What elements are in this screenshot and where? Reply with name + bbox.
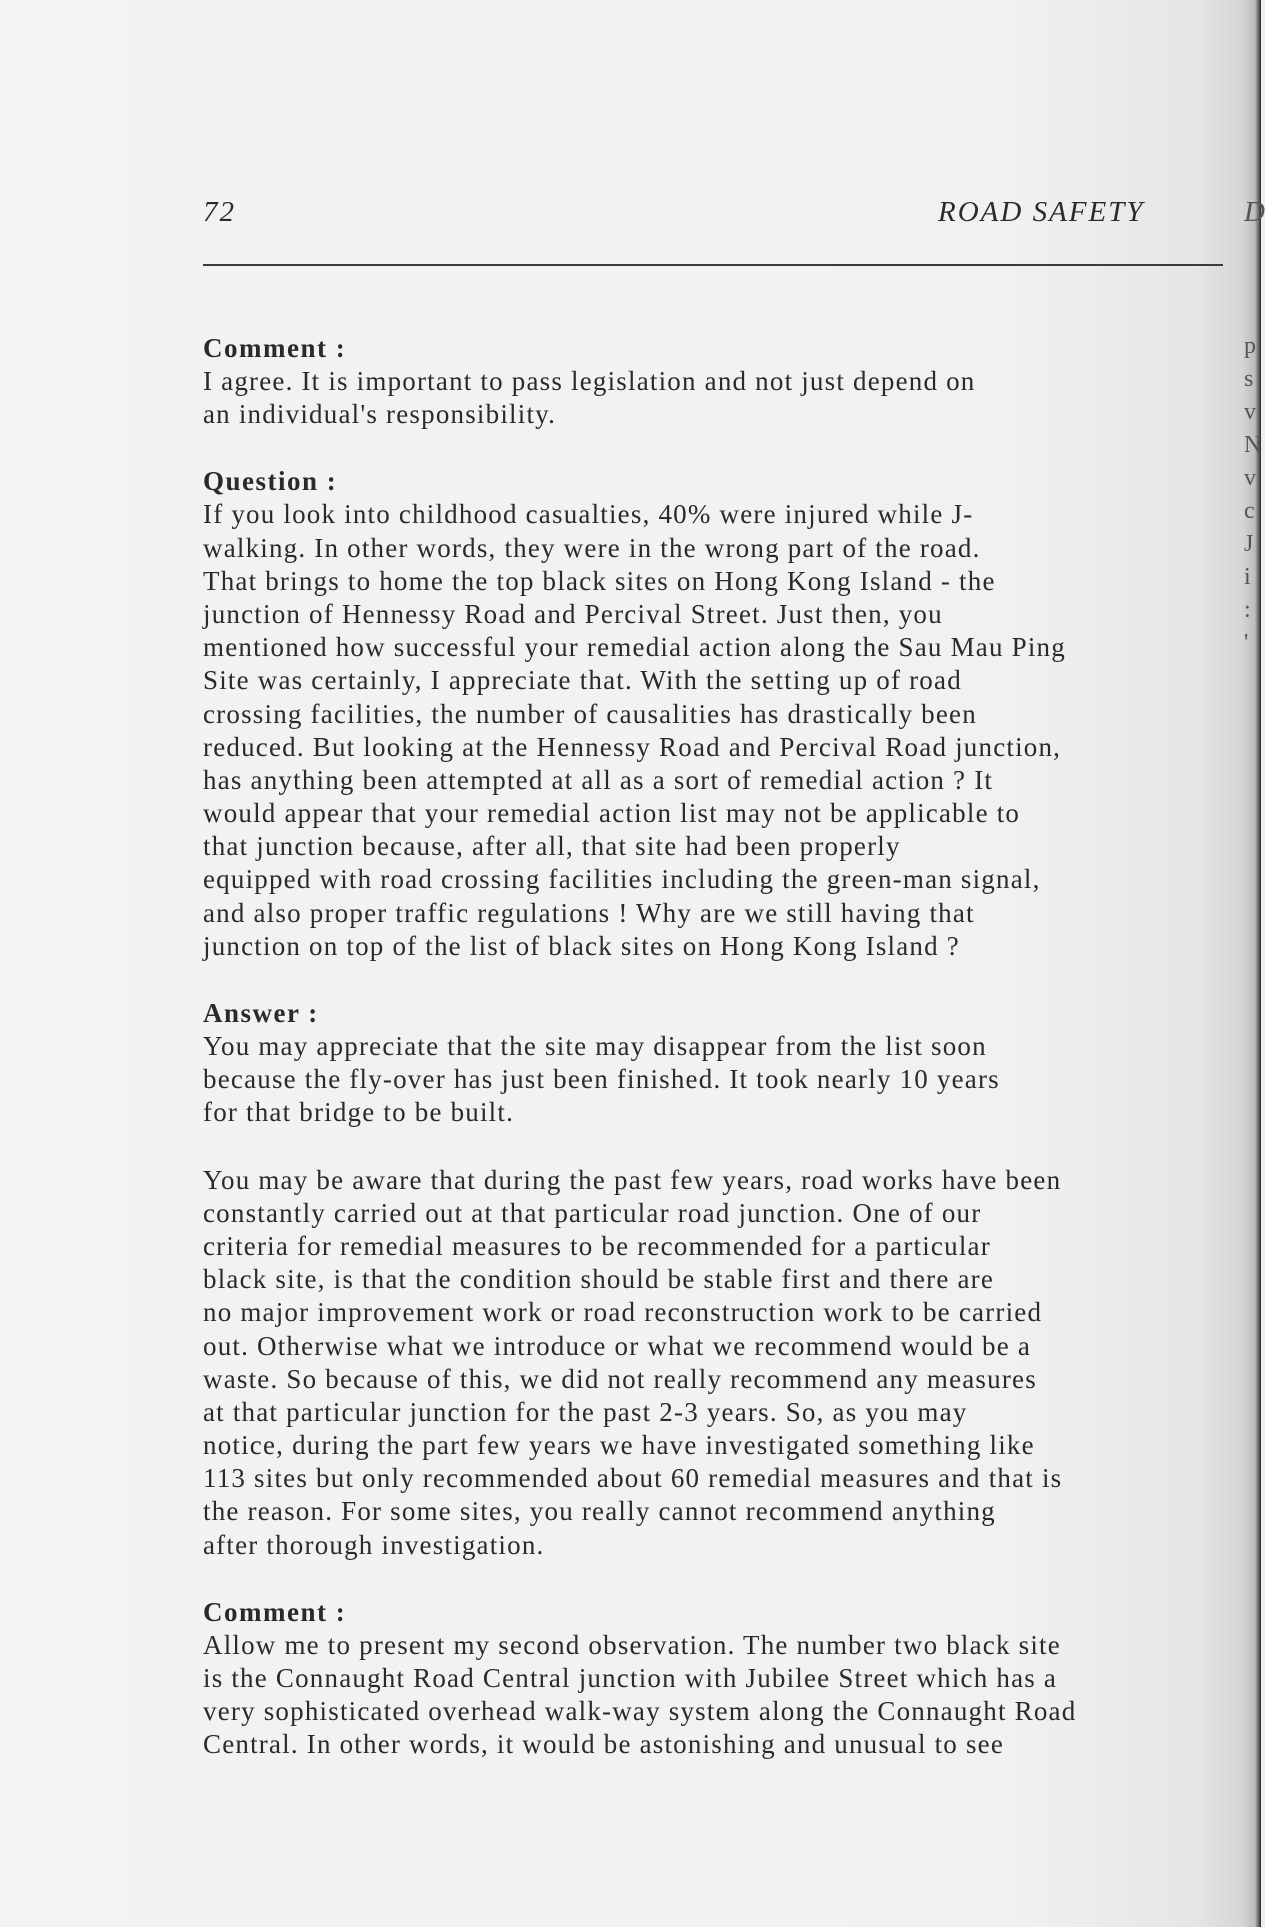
text-line: notice, during the part few years we have investigated something like	[203, 1430, 1035, 1461]
speaker-label: Comment :	[203, 1596, 347, 1627]
text-line: that junction because, after all, that site had been properly	[203, 831, 901, 862]
margin-letter: J	[1244, 531, 1254, 557]
transcript-section	[203, 997, 1253, 1130]
text-line: junction on top of the list of black sites on Hong Kong Island ?	[203, 930, 960, 961]
margin-letter: i	[1244, 564, 1251, 590]
running-head: ROAD SAFETY	[938, 196, 1145, 228]
text-line: If you look into childhood casualties, 40% were injured while J-	[203, 499, 974, 530]
text-line: constantly carried out at that particular road junction. One of our	[203, 1197, 982, 1228]
page-header	[203, 196, 1265, 236]
text-line: You may be aware that during the past few years, road works have been	[203, 1164, 1062, 1195]
page-body	[203, 332, 1253, 1762]
text-line: crossing facilities, the number of causalities has drastically been	[203, 698, 977, 729]
text-line: reduced. But looking at the Hennessy Road and Percival Road junction,	[203, 731, 1062, 762]
speaker-label: Comment :	[203, 333, 347, 363]
text-line: is the Connaught Road Central junction with Jubilee Street which has a	[203, 1663, 1058, 1693]
margin-letter: v	[1244, 399, 1256, 425]
text-line: That brings to home the top black sites on Hong Kong Island - the	[203, 565, 996, 596]
margin-letter: p	[1244, 333, 1256, 359]
margin-letter: :	[1244, 597, 1251, 623]
speaker-label: Answer :	[203, 998, 319, 1028]
header-rule	[203, 264, 1223, 266]
text-line: at that particular junction for the past 2-3 years. So, as you may	[203, 1396, 968, 1427]
text-line: black site, is that the condition should be stable first and there are	[203, 1264, 995, 1295]
text-line: out. Otherwise what we introduce or what we recommend would be a	[203, 1330, 1032, 1361]
text-line: criteria for remedial measures to be recommended for a particular	[203, 1230, 991, 1261]
text-line: mentioned how successful your remedial action along the Sau Mau Ping	[203, 632, 1066, 663]
text-line: You may appreciate that the site may disappear from the list soon	[203, 1031, 987, 1061]
text-line: very sophisticated overhead walk-way system along the Connaught Road	[203, 1696, 1077, 1727]
text-line: would appear that your remedial action list may not be applicable to	[203, 798, 1021, 829]
page-number: 72	[203, 196, 236, 228]
text-line: has anything been attempted at all as a sort of remedial action ? It	[203, 764, 994, 795]
text-line: for that bridge to be built.	[203, 1097, 515, 1128]
text-line: 113 sites but only recommended about 60 remedial measures and that is	[203, 1463, 1063, 1494]
text-line: and also proper traffic regulations ! Why are we still having that	[203, 897, 975, 928]
text-line: junction of Hennessy Road and Percival Street. Just then, you	[203, 598, 943, 629]
transcript-section	[203, 1164, 1253, 1562]
text-line: equipped with road crossing facilities including the green-man signal,	[203, 864, 1041, 895]
text-line: Site was certainly, I appreciate that. With the setting up of road	[203, 665, 962, 696]
text-line: Allow me to present my second observation. The number two black site	[203, 1629, 1061, 1660]
margin-letter: v	[1244, 465, 1256, 491]
transcript-section	[203, 465, 1253, 963]
facing-page-margin-letters	[1244, 330, 1264, 660]
facing-page-letter: D	[1244, 196, 1265, 228]
margin-letter: s	[1244, 366, 1254, 392]
text-line: Central. In other words, it would be astonishing and unusual to see	[203, 1729, 1005, 1760]
margin-letter: N	[1244, 432, 1262, 458]
text-line: the reason. For some sites, you really cannot recommend anything	[203, 1496, 996, 1527]
text-line: no major improvement work or road reconstruction work to be carried	[203, 1297, 1043, 1328]
text-line: after thorough investigation.	[203, 1529, 545, 1560]
speaker-label: Question :	[203, 466, 338, 497]
margin-letter: '	[1244, 630, 1249, 656]
text-line: because the fly-over has just been finished. It took nearly 10 years	[203, 1064, 1000, 1095]
text-line: walking. In other words, they were in the wrong part of the road.	[203, 532, 981, 563]
text-line: an individual's responsibility.	[203, 399, 557, 430]
text-line: I agree. It is important to pass legislation and not just depend on	[203, 366, 976, 396]
transcript-section	[203, 1596, 1253, 1762]
text-line: waste. So because of this, we did not really recommend any measures	[203, 1363, 1037, 1394]
transcript-section	[203, 332, 1253, 431]
margin-letter: c	[1244, 498, 1255, 524]
